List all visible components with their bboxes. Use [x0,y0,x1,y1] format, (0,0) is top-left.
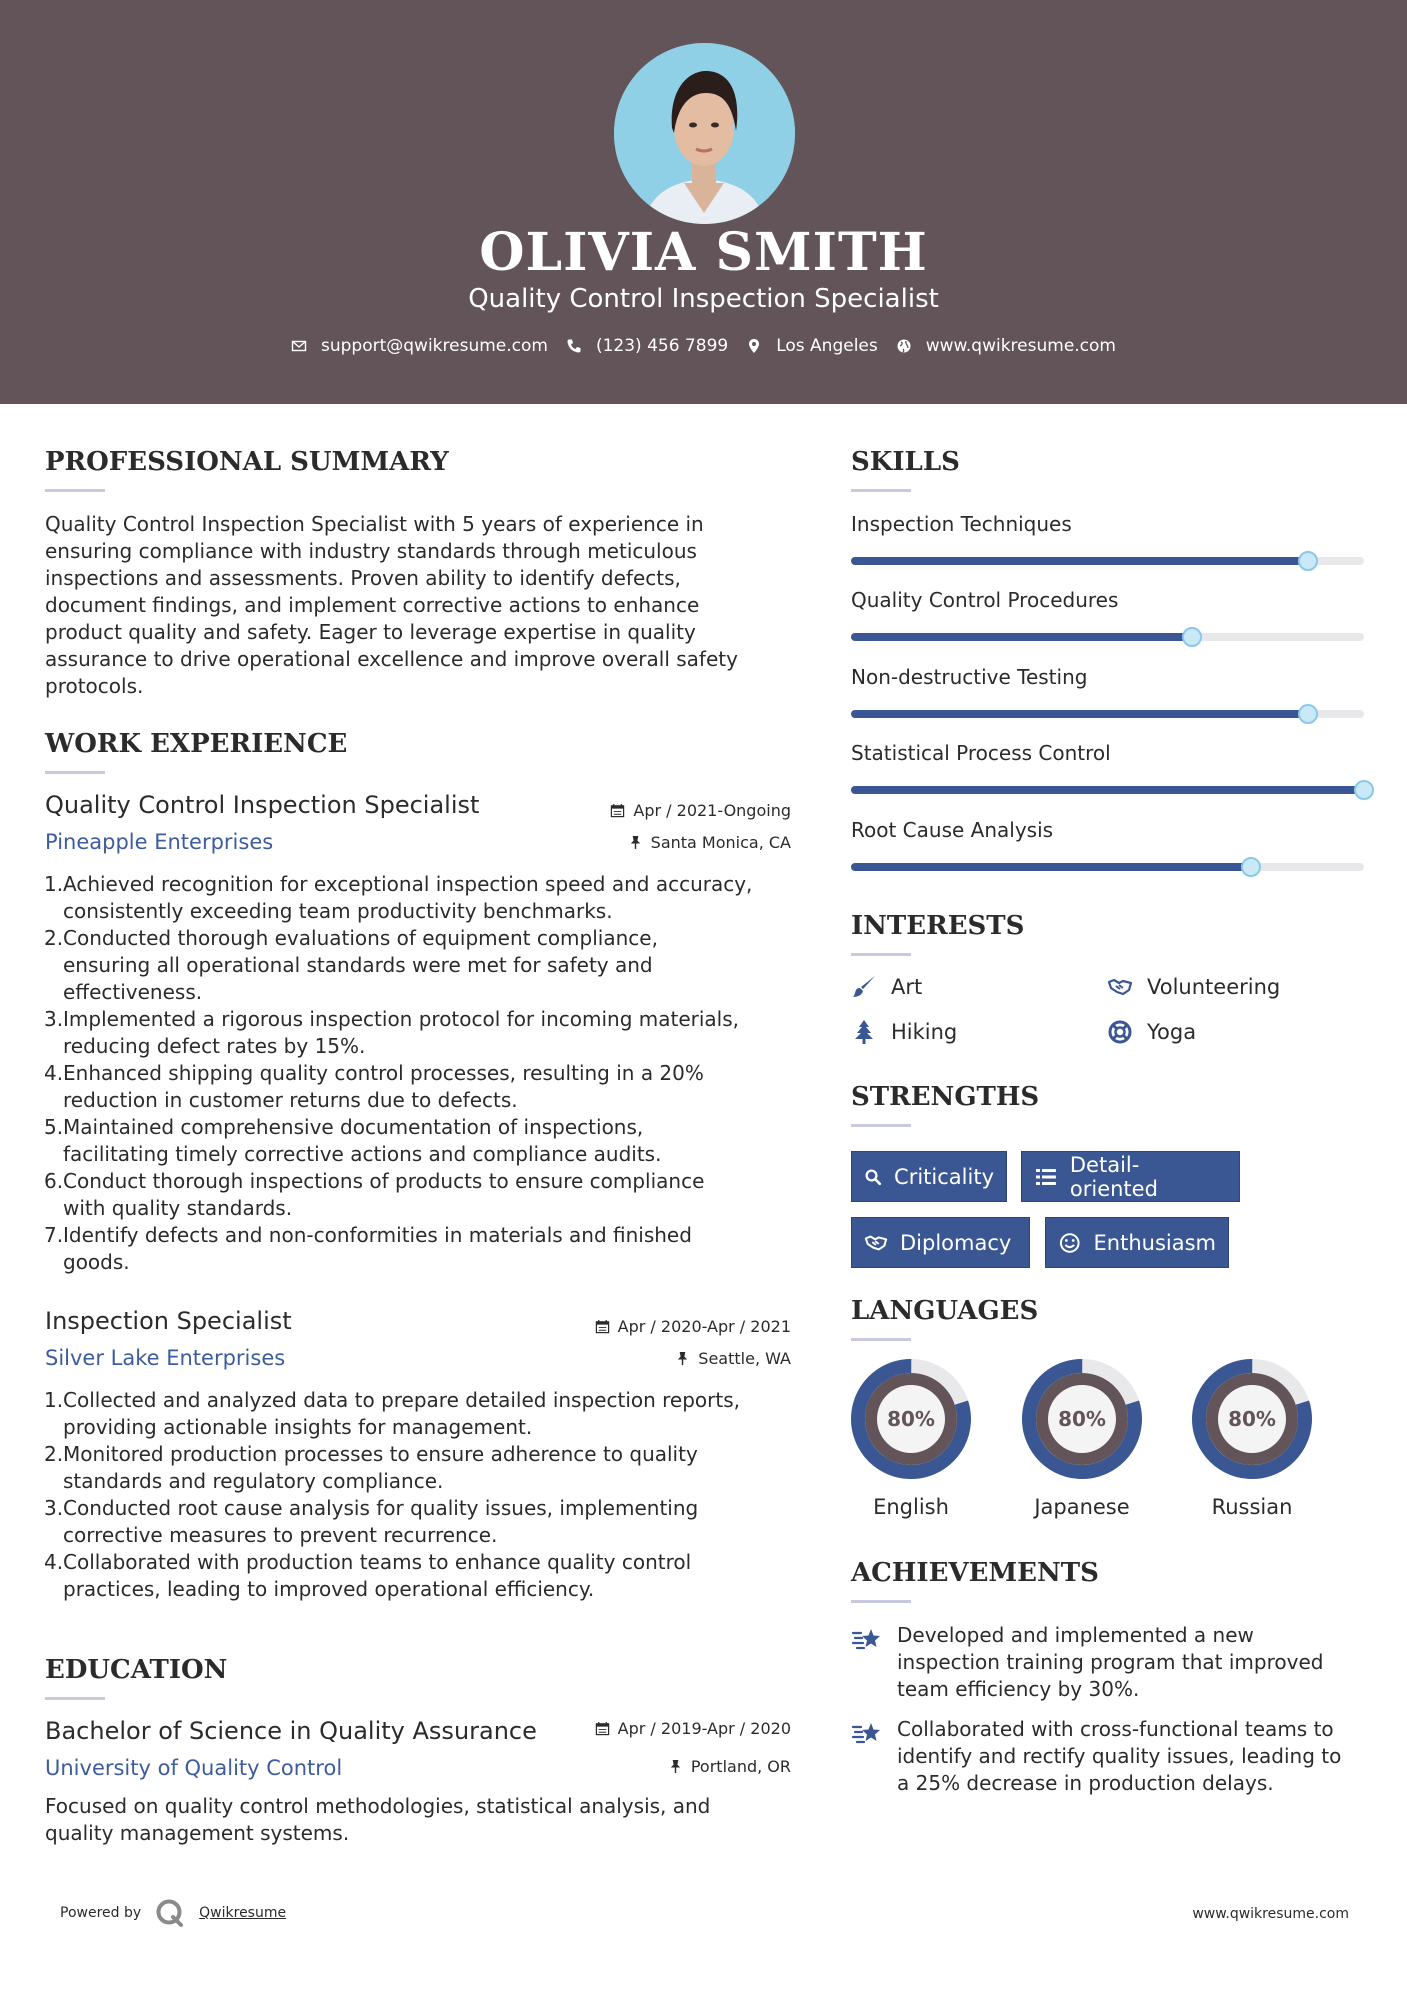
skill-bar [851,786,1364,794]
skill-bar [851,710,1364,718]
contact-website-text: www.qwikresume.com [925,336,1116,356]
job-company: Pineapple Enterprises [45,830,274,854]
list-item [44,1387,804,1441]
list-line: Maintained comprehensive documentation of inspections, [63,1115,644,1139]
list-line: Collected and analyzed data to prepare detailed inspection reports, [63,1388,741,1412]
skill-bar [851,863,1364,871]
list-line: Collaborated with production teams to enhance quality control [63,1550,692,1574]
list-item [44,871,804,925]
education-line: Focused on quality control methodologies, statistical analysis, and [45,1794,711,1818]
strength-label: Detail-oriented [1069,1152,1158,1201]
qwikresume-logo-icon [155,1898,185,1928]
list-line: reduction in customer returns due to defects. [63,1088,518,1112]
summary-line: ensuring compliance with industry standards through meticulous [45,539,697,563]
list-number: 7. [44,1223,64,1247]
school-name: University of Quality Control [45,1756,343,1780]
skill-bar-fill [851,710,1308,718]
summary-line: assurance to drive operational excellence and improve overall safety [45,647,738,671]
strength-tag [851,1217,1030,1268]
achievement-line: inspection training program that improved [897,1650,1324,1674]
contact-phone[interactable] [566,336,728,356]
list-line: providing actionable insights for management. [63,1415,533,1439]
language-ring [850,1358,972,1480]
list-number: 3. [44,1007,64,1031]
education-underline [45,1697,105,1700]
list-number: 2. [44,1442,64,1466]
list-number: 3. [44,1496,64,1520]
education-dates [595,1719,791,1738]
interest-item [1107,974,1280,1000]
list-line: Enhanced shipping quality control processes, resulting in a 20% [63,1061,704,1085]
job-location-text: Santa Monica, CA [650,833,791,852]
achievement-text [897,1622,1323,1703]
degree-title: Bachelor of Science in Quality Assurance [45,1717,537,1745]
list-line: effectiveness. [63,980,203,1004]
list-line: goods. [63,1250,130,1274]
list-line: Conducted thorough evaluations of equipment compliance, [63,926,658,950]
list-line: Achieved recognition for exceptional inspection speed and accuracy, [63,872,753,896]
pushpin-icon [675,1351,690,1366]
skill-label: Quality Control Procedures [851,588,1119,612]
achievements-heading: ACHIEVEMENTS [851,1558,1099,1588]
contact-email-text: support@qwikresume.com [321,336,548,356]
handshake-icon [864,1231,888,1255]
tree-icon [851,1019,877,1045]
contact-phone-text: (123) 456 7899 [595,336,729,356]
skill-label: Inspection Techniques [851,512,1072,536]
list-number: 6. [44,1169,64,1193]
job-company: Silver Lake Enterprises [45,1346,286,1370]
interests-heading: INTERESTS [851,911,1025,941]
strength-tag [1021,1151,1240,1202]
education-description [45,1793,805,1847]
job-achievements-list [44,871,804,1276]
skill-bar [851,633,1364,641]
calendar-icon [610,803,625,818]
list-line: Monitored production processes to ensure adherence to quality [63,1442,698,1466]
list-item [44,1222,804,1276]
list-number: 1. [44,872,64,896]
footer-powered-by [60,1898,286,1928]
candidate-name: OLIVIA SMITH [479,222,928,283]
list-number: 1. [44,1388,64,1412]
candidate-title: Quality Control Inspection Specialist [468,284,939,314]
list-line: corrective measures to prevent recurrence. [63,1523,498,1547]
summary-text [45,511,805,700]
contact-location-text: Los Angeles [776,336,878,356]
achievement-line: a 25% decrease in production delays. [897,1771,1274,1795]
list-item [44,1549,804,1603]
list-line: Conducted root cause analysis for quality issues, implementing [63,1496,699,1520]
education-dates-text: Apr / 2019-Apr / 2020 [617,1719,791,1738]
education-location-text: Portland, OR [690,1757,791,1776]
interest-label: Art [891,975,923,999]
skill-label: Statistical Process Control [851,741,1111,765]
education-heading: EDUCATION [45,1655,228,1685]
shooting-star-icon [851,1624,883,1656]
list-line: standards and regulatory compliance. [63,1469,444,1493]
skill-bar-fill [851,557,1308,565]
achievement-line: team efficiency by 30%. [897,1677,1140,1701]
resume-header [0,0,1407,404]
skill-bar-knob [1298,704,1318,724]
skill-bar-fill [851,863,1251,871]
list-line: consistently exceeding team productivity benchmarks. [63,899,613,923]
skill-bar-fill [851,633,1192,641]
interest-label: Hiking [891,1020,958,1044]
list-line: facilitating timely corrective actions and compliance audits. [63,1142,662,1166]
job-title: Inspection Specialist [45,1307,292,1335]
list-number: 5. [44,1115,64,1139]
interest-label: Yoga [1147,1020,1197,1044]
interest-item [1107,1019,1196,1045]
list-number: 4. [44,1550,64,1574]
contact-website[interactable] [896,336,1116,356]
strength-tag [851,1151,1007,1202]
list-line: Conduct thorough inspections of products to ensure compliance [63,1169,705,1193]
list-number: 4. [44,1061,64,1085]
achievement-line: identify and rectify quality issues, leading to [897,1744,1342,1768]
handshake-icon [1107,974,1133,1000]
envelope-icon [291,338,307,354]
pushpin-icon [668,1759,683,1774]
education-location [668,1757,791,1776]
language-percent: 80% [1228,1407,1276,1431]
job-title: Quality Control Inspection Specialist [45,791,480,819]
list-line: with quality standards. [63,1196,293,1220]
brand-link[interactable]: Qwikresume [199,1905,287,1921]
achievement-text [897,1716,1341,1797]
list-item [44,925,804,1006]
job-dates [610,801,791,820]
footer-website[interactable]: www.qwikresume.com [1192,1906,1349,1922]
contact-location [746,336,878,356]
contact-bar [0,336,1407,356]
list-line: practices, leading to improved operational efficiency. [63,1577,595,1601]
phone-icon [566,338,582,354]
interest-item [851,1019,957,1045]
list-line: Implemented a rigorous inspection protocol for incoming materials, [63,1007,739,1031]
list-line: Identify defects and non-conformities in materials and finished [63,1223,692,1247]
language-name: English [873,1495,949,1519]
interest-item [851,974,922,1000]
summary-heading: PROFESSIONAL SUMMARY [45,447,449,477]
job-dates [595,1317,791,1336]
interest-label: Volunteering [1147,975,1281,999]
list-number: 2. [44,926,64,950]
shooting-star-icon [851,1718,883,1750]
strengths-underline [851,1124,911,1127]
skill-bar-fill [851,786,1364,794]
achievement-line: Collaborated with cross-functional teams to [897,1717,1334,1741]
job-dates-text: Apr / 2020-Apr / 2021 [617,1317,791,1336]
strengths-heading: STRENGTHS [851,1082,1040,1112]
contact-email[interactable] [291,336,548,356]
skill-bar-knob [1182,627,1202,647]
strength-label: Diplomacy [900,1230,1012,1255]
list-icon [1034,1165,1058,1189]
languages-heading: LANGUAGES [851,1296,1039,1326]
skills-heading: SKILLS [851,447,960,477]
job-location [675,1349,791,1368]
skill-label: Root Cause Analysis [851,818,1054,842]
profile-photo [614,43,795,224]
job-achievements-list [44,1387,804,1603]
language-name: Russian [1211,1495,1293,1519]
summary-line: Quality Control Inspection Specialist with 5 years of experience in [45,512,704,536]
list-item [44,1168,804,1222]
skills-underline [851,489,911,492]
achievement-item [851,1622,1371,1703]
paintbrush-icon [851,974,877,1000]
summary-line: product quality and safety. Eager to leverage expertise in quality [45,620,696,644]
powered-by-label: Powered by [60,1905,142,1921]
skill-bar-knob [1354,780,1374,800]
lifebuoy-icon [1107,1019,1133,1045]
language-ring [1191,1358,1313,1480]
job-dates-text: Apr / 2021-Ongoing [633,801,791,820]
education-line: quality management systems. [45,1821,350,1845]
summary-underline [45,489,105,492]
summary-line: inspections and assessments. Proven ability to identify defects, [45,566,681,590]
skill-label: Non-destructive Testing [851,665,1088,689]
languages-underline [851,1338,911,1341]
skill-bar-knob [1241,857,1261,877]
skill-bar [851,557,1364,565]
list-item [44,1114,804,1168]
globe-icon [896,338,912,354]
job-location [628,833,791,852]
list-line: reducing defect rates by 15%. [63,1034,366,1058]
list-item [44,1060,804,1114]
list-item [44,1006,804,1060]
job-location-text: Seattle, WA [698,1349,791,1368]
experience-heading: WORK EXPERIENCE [45,729,348,759]
strength-label: Criticality [894,1164,994,1189]
calendar-icon [595,1319,610,1334]
search-icon [864,1165,882,1189]
experience-underline [45,771,105,774]
interests-underline [851,953,911,956]
summary-line: protocols. [45,674,144,698]
map-pin-icon [746,338,762,354]
list-item [44,1441,804,1495]
smile-icon [1058,1231,1082,1255]
strength-label: Enthusiasm [1093,1230,1216,1255]
list-line: ensuring all operational standards were met for safety and [63,953,653,977]
strength-tag [1045,1217,1229,1268]
achievement-line: Developed and implemented a new [897,1623,1254,1647]
language-name: Japanese [1034,1495,1130,1519]
achievement-item [851,1716,1371,1797]
language-percent: 80% [887,1407,935,1431]
summary-line: document findings, and implement corrective actions to enhance [45,593,700,617]
language-percent: 80% [1058,1407,1106,1431]
list-item [44,1495,804,1549]
skill-bar-knob [1298,551,1318,571]
language-ring [1021,1358,1143,1480]
achievements-underline [851,1600,911,1603]
calendar-icon [595,1721,610,1736]
pushpin-icon [628,835,643,850]
